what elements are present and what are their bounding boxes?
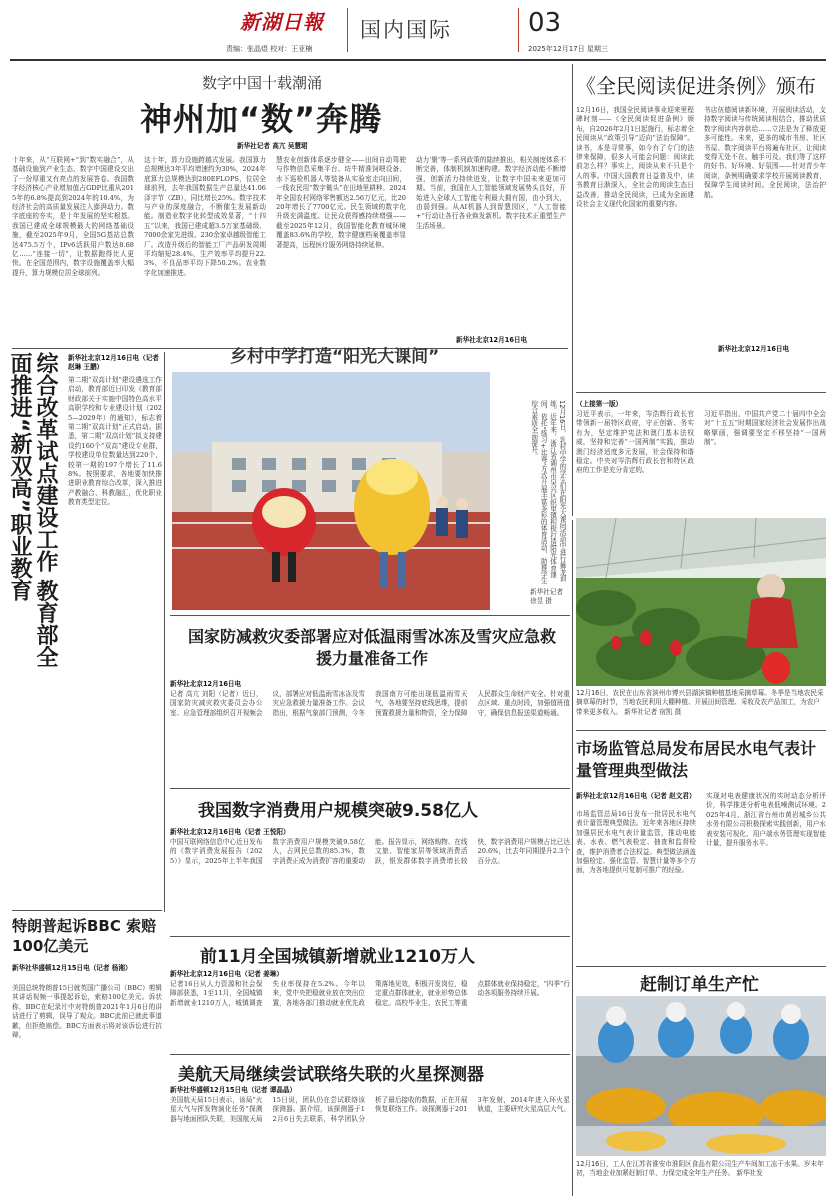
issue-date: 2025年12月17日 星期三: [528, 45, 608, 53]
newspaper-logo: 新湖日報: [240, 10, 324, 34]
article-column-1: 十年来，从“互联网+”到“数实融合”，从基础设施到产业生态，数字中国建设交出了一份厚重又有亮点的发展答卷。我国数字经济核心产业增加值占GDP比重从2015年的6.8%提高到2024年的10.4%，为经济社会的高质量发展注入澎湃动力。数字底座的夯实，是十年发展的坚实根基。我国已建成全球规模最大的网络基础设施，截至2025年9月，全国5G基站总数达475.5万个，IPv6活跃用户数达8.68亿……“连接一切”，让数据跑得比人更快。在全国范围内，数字设施覆盖率大幅提升，算力规模位居全球前列。: [12, 156, 134, 277]
article-kicker: 数字中国十载潮涌: [202, 74, 323, 92]
photo-caption: [576, 1160, 826, 1198]
continued-label: （上接第一版）: [576, 400, 623, 408]
article-body: 美国总统特朗普15日就英国广播公司（BBC）剪辑其讲话视频一事提起诉讼，索赔100亿美元。诉状称，BBC在纪录片中对特朗普2021年1月6日的讲话进行了剪辑，误导了观众。BBC此前已就此事道歉，但拒绝赔偿。BBC方面表示将对该诉讼进行抗辩。: [12, 984, 162, 1040]
article-column-1: 市场监管总局16日发布一批居民水电气表计量管理典型做法。近年来各地区持续加强居民水电气表计量监管，推动电能表、水表、燃气表检定、抽查和监督检查，维护消费者合法权益。典型做法涵盖加强检定、强化监管、智慧计量等多个方面，为各地提供可复制可推广的经验。: [576, 810, 696, 875]
photo-title: 乡村中学打造“阳光大课间”: [230, 347, 440, 367]
article-column-3: 慧农业创新体系逐步健全——田间自动驾驶与作物信息采集平台、坊牛精准饲喂设备、水下巡检机器人等装备从实验室走向田间，一线农民用“数字锄头”在田地里耕种。2024年全国农村网络零售额达2.56万亿元，比2020年增长了7700亿元。民生领域的数字化升级充满温度。让民众获得感持续增强——截至2025年12月，我国智能化教育城环境覆盖83.6%的学校，数字健康档案覆盖率显著提高，远程医疗服务网络持续延伸。: [276, 156, 406, 249]
article-shenzhou: [12, 66, 568, 352]
photo-credit: 新华社记者 徐昱 摄: [530, 588, 563, 606]
article-body: 第二期“双高计划”建设遴选工作启动，教育部近日印发《教育部 财政部关于实施中国特色高水平高职学校和专业建设计划（2025—2029年）的通知》，标志着第二期“双高计划”正式启动。据悉，第二期“双高计划”拟支持建设约160个“双高”建设专业群，学校建设单位数量达到220个，较第一期的197个增长了11.68%。按照要求，各地要加快推进职业教育综合改革，深入推进产教融合、科教融汇，优化职业教育类型定位。: [68, 376, 162, 507]
article-body: 美国航天局15日表示，该局“火星大气与挥发物演化任务”探测器与地面团队失联，美国航天局15日说，团队仍在尝试联络该探测器。据介绍，该探测器于12月6日失去联系，科学团队分析了最后接收的数据，正在开展恢复联络工作。该探测器于2013年发射，2014年进入环火星轨道，主要研究火星高层大气。: [170, 1096, 570, 1123]
article-column-1: 习近平表示，一年来，岑浩辉行政长官带领新一届特区政府，守正创新、务实有为，坚定维护宪法和澳门基本法权威，坚持和完善“一国两制”实践，推动澳门经济适度多元发展，社会保持和谐稳定。中央对岑浩辉行政长官和特区政府的工作是充分肯定的。: [576, 410, 694, 475]
article-disaster-prevention: [170, 620, 570, 788]
masthead-rule: [10, 59, 826, 61]
article-byline: 新华社北京12月16日电: [170, 680, 242, 688]
article-employment: [170, 940, 570, 1054]
article-title: 我国数字消费用户规模突破9.58亿人: [198, 801, 478, 821]
column-divider: [572, 64, 573, 516]
article-body: 记者16日从人力资源和社会保障部获悉，1至11月，全国城镇新增就业1210万人，城镇调查失业率保持在5.2%。今年以来，党中央把稳就业放在突出位置，各地各部门推动就业优先政策落地见效，积极开发岗位，稳定重点群体就业，就业形势总体稳定。高校毕业生、农民工等重点群体就业保持稳定，“四季”行动各项服务持续开展。: [170, 980, 570, 1007]
strawberry-photo: [576, 518, 826, 686]
dragon-dance-illustration: [172, 372, 490, 610]
article-column-2: 习近平指出，中国共产党二十届四中全会对“十五五”时期国家经济社会发展作出战略擘画，强调要坚定不移坚持“一国两制”。: [704, 410, 826, 447]
article-dateline-end: 新华社北京12月16日电: [718, 345, 790, 353]
article-title: 国家防减救灾委部署应对低温雨雪冰冻及雪灾应急救援力量准备工作: [187, 627, 556, 668]
article-title-text: 综合改革试点建设工作 教育部全面推进“新双高”职业教育: [7, 352, 58, 668]
article-column-4: 动力‘聚’等一系列政策的陆续推出，相关制度体系不断完善，体制机制加速构建。数字经济动能不断增强，创新活力持续迸发，让数字中国未来更加可期。当前，我国在人工智能领域发展势头良好，开始进入全球人工智能专利最大拥有国，由小到大，由弱到强。从AI机器人到智慧园区，“人工智能+”行动让各行各业焕发新机。数字技术正重塑生产生活场景。: [416, 156, 566, 230]
article-body: 记者 高亢 刘阳（记者）近日，国家防灾减灾救灾委员会办公室、应急管理部组织召开视频会议，部署应对低温雨雪冰冻及雪灾应急救援力量准备工作。会议指出，根据气象部门预测，今冬我国南方可能出现低温雨雪天气，各地要坚持底线思维，提前预置救援力量和物资，全力保障人民群众生命财产安全。针对重点区域、重点时段，加强值班值守，确保信息报送渠道畅通。: [170, 690, 570, 717]
article-mars-probe: [170, 1058, 570, 1198]
article-byline: 新华社华盛顿12月15日电（记者 谭晶晶）: [170, 1086, 297, 1094]
article-title: [7, 352, 58, 687]
article-body: 中国互联网络信息中心近日发布的《数字消费发展报告（2025）》显示，2025年上半年我国数字消费用户规模突破9.58亿人，占网民总数的85.3%，数字消费正成为消费扩容的重要动能。报告显示，网络购物、在线文旅、智能家居等领域消费活跃，银发群体数字消费增长较快，数字消费用户规模占比已达20.6%，比去年同期提升2.3个百分点。: [170, 838, 570, 865]
strawberry-illustration: [576, 518, 826, 686]
photo-caption: [576, 689, 826, 729]
article-byline: 新华社华盛顿12月15日电（记者 杨湘）: [12, 964, 132, 972]
article-vocational-education: [7, 352, 162, 872]
article-bbc-lawsuit: [12, 916, 162, 1198]
article-byline: 新华社记者 高亢 吴慧珺: [237, 142, 308, 150]
section-divider: [576, 392, 826, 393]
article-title: 市场监管总局发布居民水电气表计量管理典型做法: [576, 739, 817, 780]
photo-credit: 新华社记者 宿凯 摄: [624, 707, 682, 716]
photo-caption-text: 12月16日，工人在江苏省淮安市淮阴区食品有限公司生产车间加工冻干水果。岁末年初，当地企业加紧赶制订单，力保完成全年生产任务。: [576, 1160, 824, 1178]
article-meter-management: [576, 734, 826, 966]
article-column-1: 12月16日，我国全民阅读事业迎来里程碑时刻——《全民阅读促进条例》颁布，自2026年2月1日起施行，标志着全民阅读从“政策引导”迈向“法治保障”。读书，本是寻常事，如今有了专门的法律来保障，很多人可能会问题：阅读此前怎么样？事实上，阅读从来不只是个人的事。中国大国教育日益普及中，读书教育日渐深入，全社会的阅读生态日益改善，推动全民阅读，已成为全面建设社会主义现代化国家的重要内容。: [576, 106, 694, 209]
article-column-2: 书店伍德阅读新环境，开展阅读活动，支持数字阅读与传统阅读相结合，推动优质数字阅读内容供给……立法是为了释放更多可能性。未来，更多的城市书房、社区书屋、数字阅读平台将遍布社区，让阅读变得无处不在。触手可及。我们等了这样的好书、好环境、好氛围——针对青少年阅读，条例明确要求学校开展阅读教育，保障学生阅读时间。全民阅读，法治护航。: [704, 106, 826, 199]
factory-illustration: [576, 996, 826, 1156]
article-reading-regulation: [576, 66, 826, 356]
article-column-2: 这十年，算力设施跨越式发展。我国算力总规模达3年平均增速约为30%，2024年底算力总规模达到280EFLOPS，位居全球前列，去年我国数据生产总量达41.06泽字节（ZB），同比增长25%。数字技术与产业的深度融合，不断催生发展新动能。制造业数字化转型成效显著，“十四五”以来，我国已建成超3.5万家基础级、7000余家先进级、230余家卓越级智能工厂。改造升级后的智能工厂产品研发周期平均缩短28.4%，生产效率平均提升22.3%，不良品率平均下降50.2%。农业数字化加速推进。: [144, 156, 266, 277]
factory-photo: [576, 996, 826, 1156]
article-title: 特朗普起诉BBC 索赔100亿美元: [12, 917, 157, 955]
header-divider-vertical-2: [518, 8, 519, 52]
article-byline: 新华社北京12月16日电（记者 姜琳）: [170, 970, 283, 978]
article-continued-from-front: [576, 400, 826, 512]
photo-credit: 新华社发: [736, 1169, 763, 1178]
dragon-dance-photo: [172, 372, 490, 610]
article-byline: 新华社北京12月16日电（记者 赵文君）: [576, 792, 696, 800]
article-title: 《全民阅读促进条例》颁布: [576, 74, 816, 98]
section-divider: [170, 615, 570, 616]
article-digital-consumption: [170, 794, 570, 934]
photo-caption-text: 12月16日，农民在山东省滨州市博兴县湖滨镇种植基地采摘草莓。冬季是当地农民采摘草莓的时节，当地农民利用大棚种植、开展田间管理、采收及农产品加工，为农户带来更多收入。: [576, 689, 824, 716]
article-dateline-end: 新华社北京12月16日电: [456, 336, 528, 344]
section-divider: [576, 966, 826, 967]
masthead: [0, 0, 836, 62]
article-title: 前11月全国城镇新增就业1210万人: [200, 947, 475, 967]
article-byline: 新华社北京12月16日电（记者 王悦阳）: [170, 828, 290, 836]
section-divider: [576, 730, 826, 731]
column-divider: [572, 520, 573, 1196]
column-divider: [164, 352, 165, 912]
section-divider: [170, 1054, 570, 1055]
header-divider-vertical: [347, 8, 348, 52]
section-name: 国内国际: [360, 18, 452, 42]
section-divider: [12, 910, 162, 911]
article-title: 神州加“数”奔腾: [140, 100, 383, 138]
section-divider: [170, 788, 570, 789]
photo-caption: 12月16日，乳村中学的学生们在阳光大课间活动中进行舞龙训练。近年来，浙江省湖州市吴兴区织里镇积极打造阳光体育课间，依托“练习+比赛”方式开展丰富多彩的体育活动，助推学生综合素质全面提升。: [529, 400, 566, 584]
article-column-2: 实现对电表健康状况的实时动态分析评价，科学推进分析电表低噪测试环境。2025年4月，浙江省台州市黄岩城乡公共水务有限公司积极探索实践创新，用户水表安装可视化、用户端水务管理实现智能计量，提升服务水平。: [706, 792, 826, 848]
page-number: 03: [528, 8, 562, 38]
photo-title: 赶制订单生产忙: [640, 975, 759, 995]
editor-line: 责编：张晶煜 校对：王亚楠: [226, 45, 313, 53]
article-byline: 新华社北京12月16日电（记者 赵琳 王鹏）: [68, 354, 159, 371]
article-title: 美航天局继续尝试联络失联的火星探测器: [178, 1065, 484, 1085]
section-divider: [170, 936, 570, 937]
